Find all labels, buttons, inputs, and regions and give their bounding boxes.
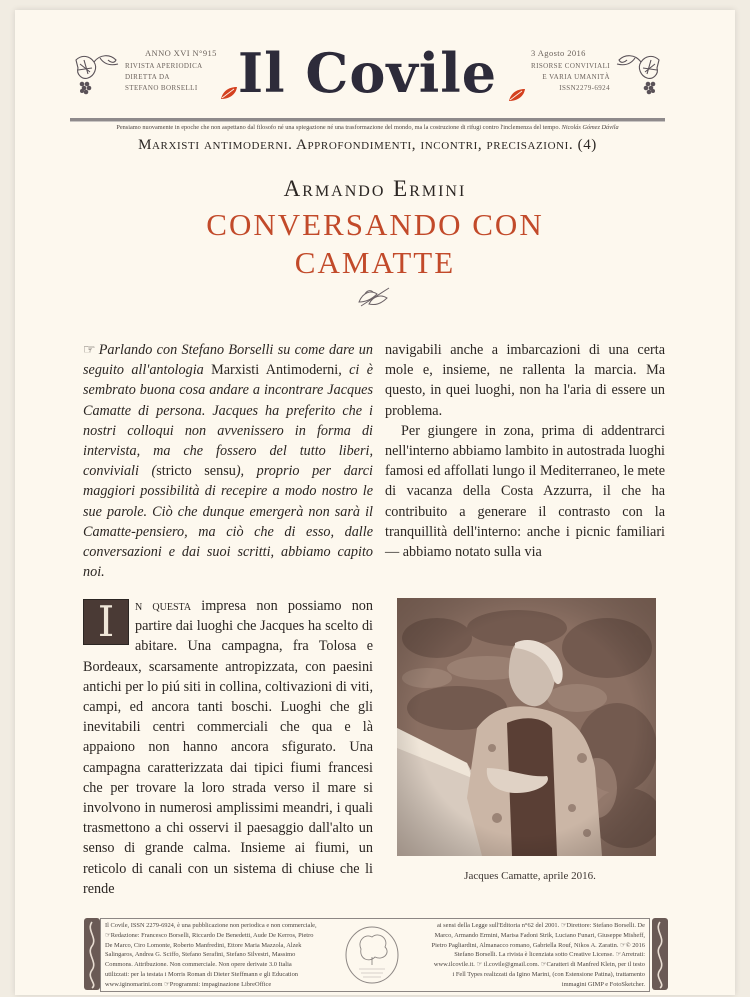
title-line: CONVERSANDO CON	[206, 207, 544, 242]
logo: Il Covile	[237, 41, 498, 105]
motto	[70, 124, 665, 131]
body-text: impresa non possiamo non partire dai luoghi che Jacques ha scelto di abitare. Una campagna, fra Tolosa e Bordeaux, scarsamente antropizzata, con paesini antichi per lo piú siti in collina, coltivazioni di viti, campi, ed ancora tanti boschi. Luoghi che gli inevitabili centri commerciali che qua e là appaiono non hanno ancora sfigurato. Una campagna caratterizzata dai tipici fiumi francesi che per trovare la loro strada verso il mare si involvono in numerosi amplissimi meandri, i quali trasmettono a chi osservi il paesaggio dall'alto un senso di grande calma. Insieme ai fiumi, un reticolo di canali con un sistema di chiuse che li rende	[83, 598, 373, 897]
photo-caption: Jacques Camatte, aprile 2016.	[464, 870, 596, 882]
leaf-icon	[508, 88, 526, 102]
book-title: Marxisti Antimoderni	[211, 362, 339, 379]
body-paragraph: navigabili anche a imbarcazioni di una certa mole e, insieme, ne rallenta la marcia. Ma questo, in quei luoghi, non ha l'aria di essere un problema.	[385, 342, 665, 419]
body-paragraph: Per giungere in zona, prima di addentrarci nell'interno abbiamo lambito in autostrada luoghi famosi ed affollati lungo il Mediterraneo, le mete di vacanza della Costa Azzurra, il che ha contribuito a generare il contrasto con la tranquillità dell'interno: anche i picnic familiari — abbiamo notato sulla via	[385, 422, 665, 561]
pointing-hand-icon: ☞	[83, 342, 96, 358]
motto-author: Nicolás Gómez Dávila	[561, 124, 619, 131]
title-line: CAMATTE	[294, 245, 456, 280]
colophon	[100, 918, 650, 992]
masthead-left-line: DIRETTA DA	[125, 73, 170, 81]
leaf-icon	[220, 86, 238, 100]
scroll-ornament-icon	[652, 918, 668, 990]
series-heading: Marxisti antimoderni. Approfondimenti, incontri, precisazioni. (4)	[138, 137, 597, 153]
drop-cap: I	[83, 599, 129, 645]
portrait-photo	[397, 598, 656, 856]
almanacco-seal-icon	[341, 925, 403, 985]
masthead	[70, 41, 665, 118]
issue-number: ANNO XVI N°915	[145, 48, 217, 58]
masthead-right-line: E VARIA UMANITÀ	[542, 73, 610, 81]
intro-text: Parlando con Stefano Borselli su come dare un seguito all'antologia	[83, 342, 373, 379]
motto-text: Pensiamo nuovamente in epoche che non aspettano dal filosofo né una spiegazione né una trasformazione del mondo, ma la costruzione di rifugi contro l'inclemenza del tempo.	[116, 124, 561, 131]
intro-text: , ci è sembrato buona cosa andare a incontrare Jacques Camatte di persona. Jacques ha preferito che i nostri colloqui non avvenissero in forma di intervista, ma che fossero del tutto liberi, conviviali (	[83, 362, 373, 480]
scroll-ornament-icon	[84, 918, 100, 990]
colophon-right: ai sensi della Legge sull'Editoria n°62 del 2001. ☞Direttore: Stefano Borselli. De Marco, Armando Ermini, Marisa Fadoni Strik, Luciano Funari, Giuseppe Misheff, Pietro Pagliardini, Almanacco romano, Gabriella Rouf, Nikos A. Zaratin. ☞© 2016 Stefano Borselli. La rivista è licenziata sotto Creative License. ☞Arretrati: www.ilcovile.it. ☞ il.covile@gmail.com. ☞Caratteri di Manfred Klein, per il testo i Fell Types realizzati da Igino Marini, (con Estensione Patina), trattamento immagini GIMP e FotoSketcher.	[431, 922, 645, 988]
latin-phrase: stricto sensu	[156, 463, 236, 480]
intro-paragraph	[83, 340, 373, 582]
issn: ISSN2279-6924	[559, 84, 610, 92]
colophon-left: Il Covile, ISSN 2279-6924, è una pubblicazione non periodica e non commerciale, ☞Redazione: Francesco Borselli, Riccardo De Benedetti, Aude De Kerros, Pietro De Marco, Ciro Lomonte, Roberto Manfredini, Ettore Maria Mazzola, Alzek Salingaros, Andrea G. Sciffo, Stefano Serafini, Stefano Silvestri, Massimo Commons. Attribuzione. Non commerciale. Non opere derivate 3.0 Italia utilizzati: per la testata i Morris Roman di Dieter Steffmann e gli Education www.iginomarini.com ☞Programmi: impaginazione LibreOffice	[105, 922, 317, 988]
masthead-rule	[70, 118, 665, 122]
masthead-right-line: RISORSE CONVIVIALI	[531, 62, 610, 70]
article-title	[0, 206, 750, 282]
left-column-body	[83, 596, 373, 899]
vine-ornament-icon	[613, 50, 665, 102]
masthead-left-line: STEFANO BORSELLI	[125, 84, 198, 92]
lead-in: n questa	[135, 598, 192, 614]
issue-date: 3 Agosto 2016	[531, 48, 586, 58]
intro-text: ), proprio per darci maggiori possibilità di recepire a modo nostro le sue parole. Ciò che dunque emergerà non sarà il Camatte-pensiero, ma ciò che di esso, dalle conversazioni e dai suoi scritti, abbiamo capito noi.	[83, 463, 373, 581]
masthead-right-info	[531, 48, 610, 94]
article-author: Armando Ermini	[283, 176, 467, 201]
masthead-left-line: RIVISTA APERIODICA	[125, 62, 203, 70]
right-column	[385, 340, 665, 562]
fleuron-ornament-icon	[355, 284, 393, 310]
